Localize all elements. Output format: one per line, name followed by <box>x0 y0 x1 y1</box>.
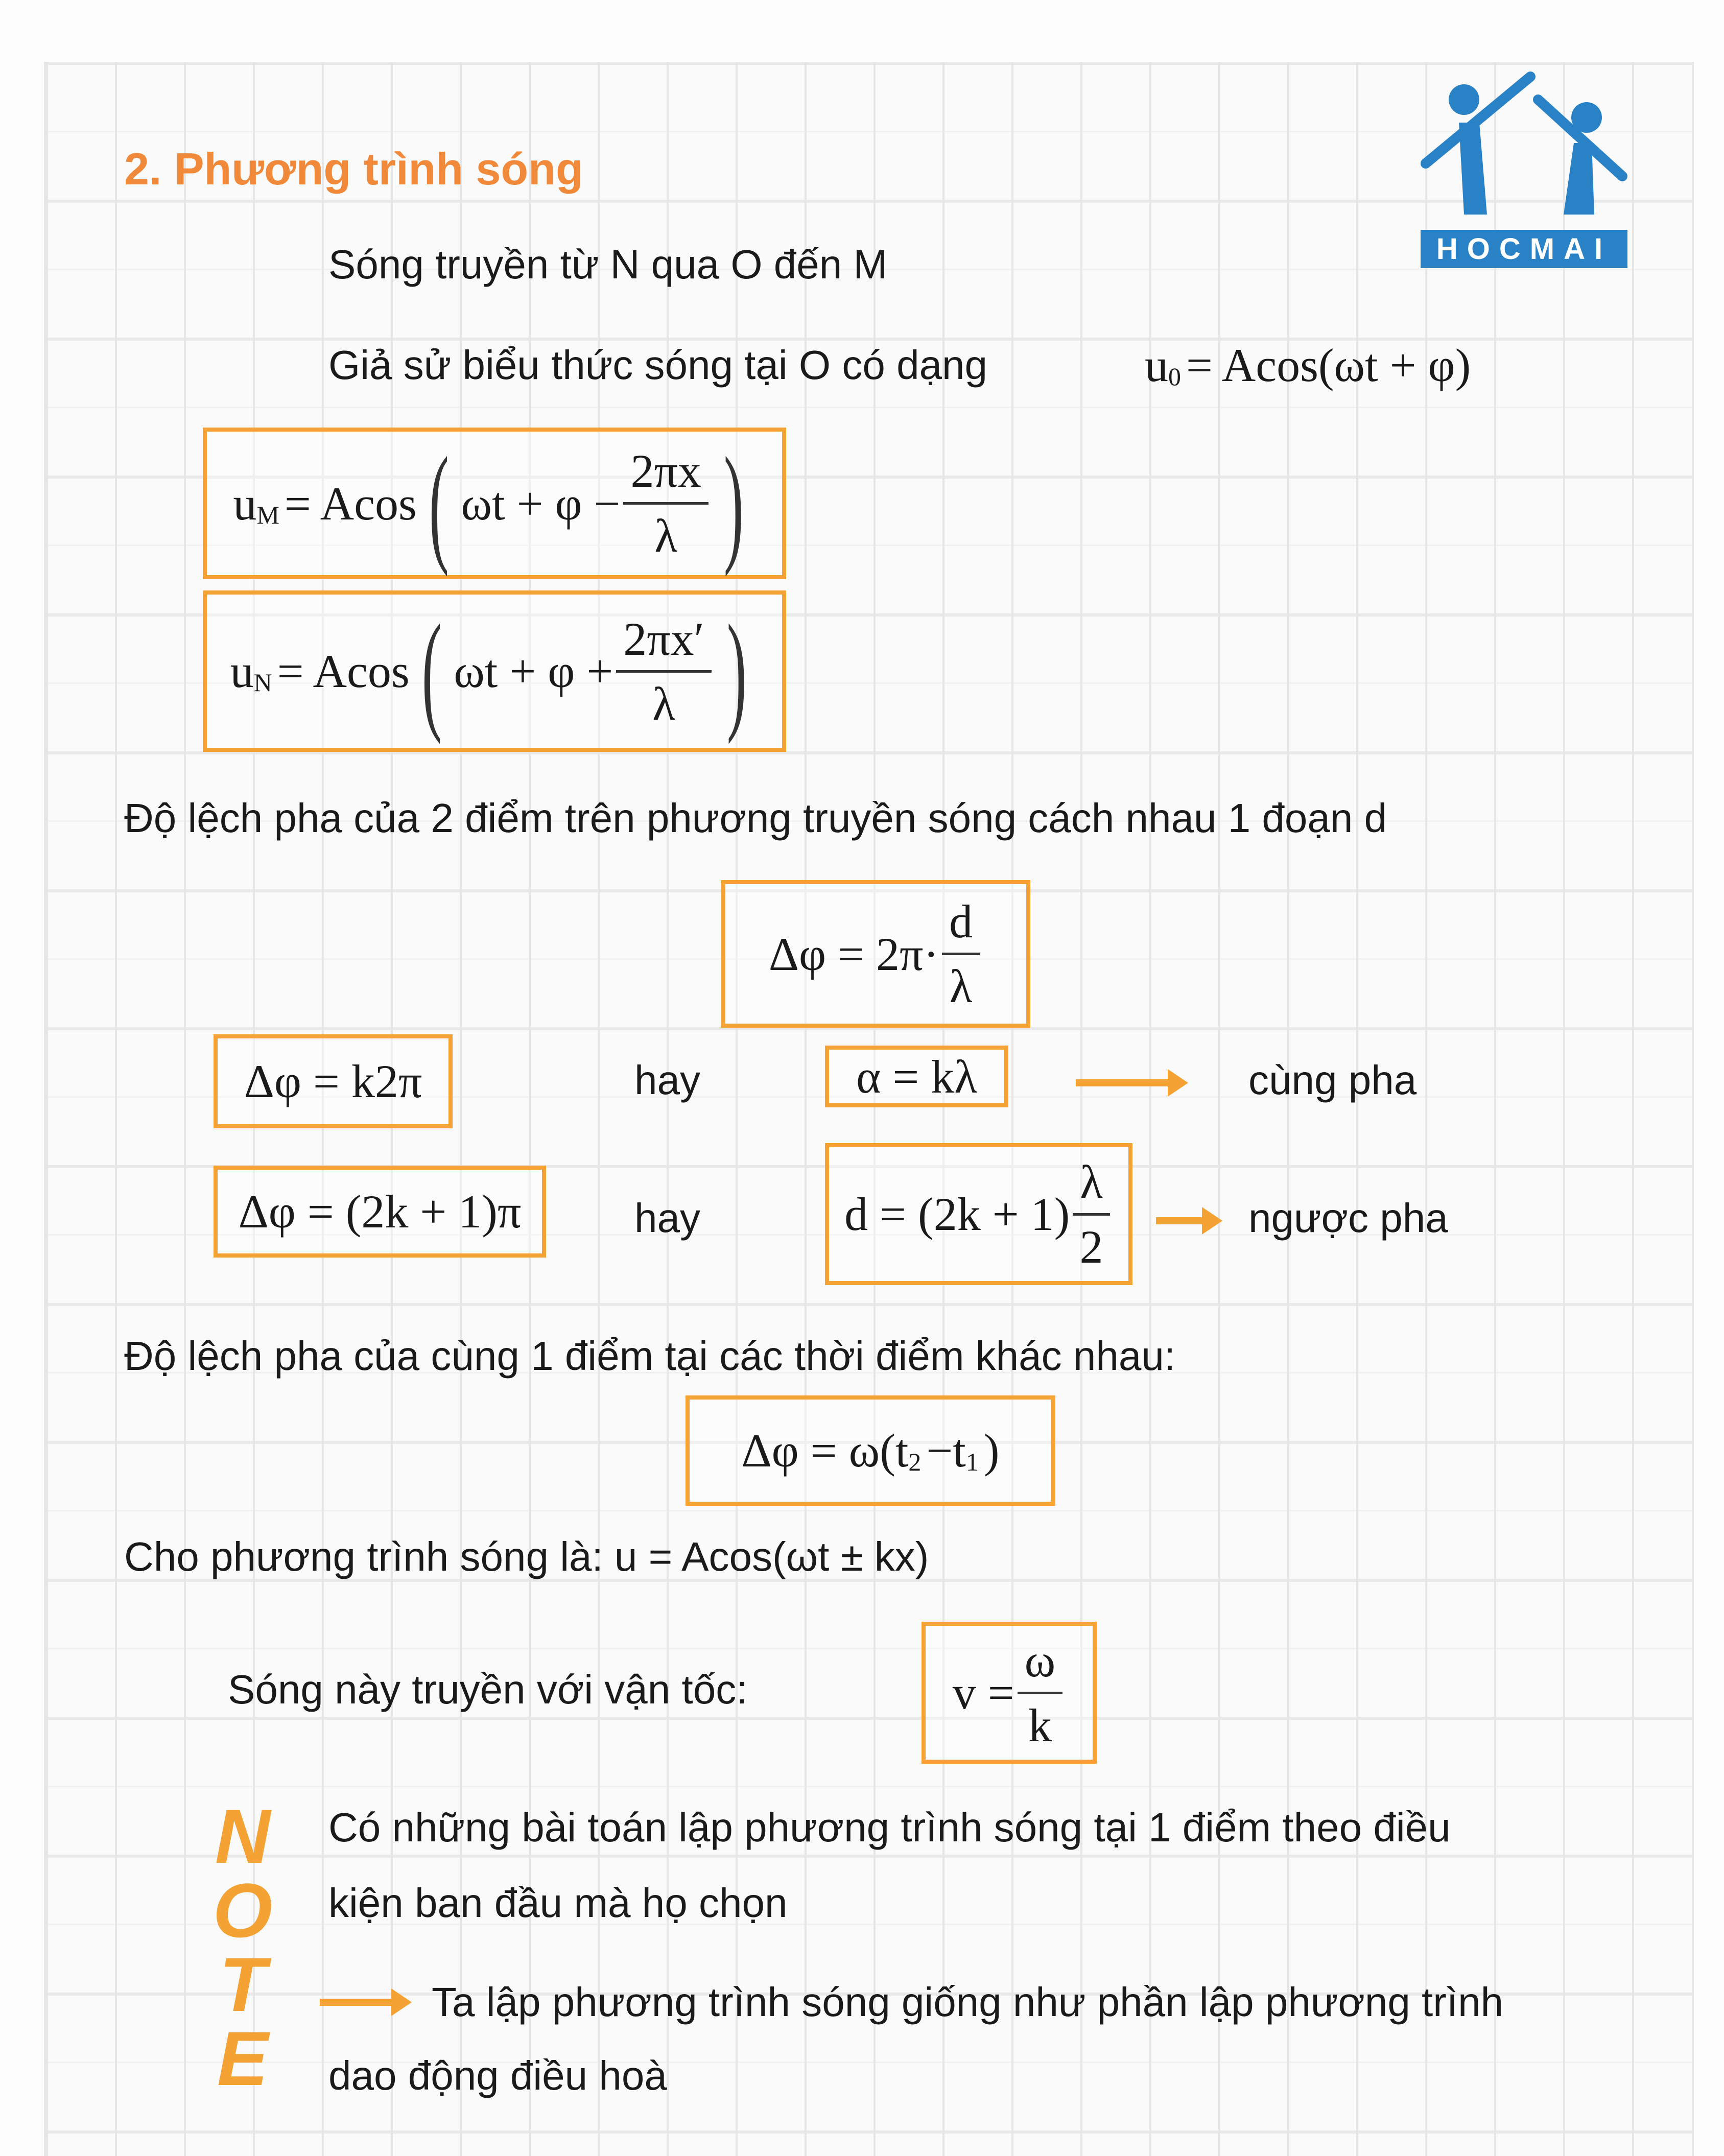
numerator: 2πx <box>623 444 708 505</box>
inner: ωt + φ + <box>454 645 613 697</box>
fraction <box>1018 1633 1063 1752</box>
velocity-label: Sóng này truyền với vận tốc: <box>228 1667 748 1712</box>
wave-equation-text: Cho phương trình sóng là: u = Acos(ωt ± kx) <box>124 1534 929 1579</box>
numerator: ω <box>1018 1633 1063 1694</box>
anti-phase-result: ngược pha <box>1248 1195 1448 1241</box>
var: u <box>233 477 257 530</box>
lhs: v = <box>952 1667 1014 1719</box>
note-line-1: Có những bài toán lập phương trình sóng tại 1 điểm theo điều <box>328 1805 1451 1850</box>
numerator: λ <box>1073 1155 1110 1216</box>
phase-diff-heading: Độ lệch pha của 2 điểm trên phương truyền sóng cách nhau 1 đoạn d <box>124 795 1387 841</box>
paren: ) <box>723 430 744 577</box>
var: u <box>230 645 254 697</box>
note-letter-e: E <box>217 2016 269 2101</box>
logo-wordmark: HOCMAI <box>1421 230 1627 268</box>
subscript: 0 <box>1168 362 1181 391</box>
lhs: Δφ = ω( <box>741 1425 895 1477</box>
note-line-3: Ta lập phương trình sóng giống như phần lập phương trình <box>432 1979 1504 2025</box>
same-point-heading: Độ lệch pha của cùng 1 điểm tại các thời điểm khác nhau: <box>124 1333 1176 1379</box>
formula: Δφ = k2π <box>244 1055 422 1107</box>
denominator: 2 <box>1079 1220 1103 1273</box>
fraction <box>616 612 712 731</box>
denominator: λ <box>949 960 973 1012</box>
note-letter-n: N <box>215 1793 271 1879</box>
anti-phase-alt-box <box>825 1143 1132 1285</box>
var: u <box>1145 339 1168 391</box>
uM-formula-box <box>203 428 786 579</box>
u0-formula <box>1145 337 1471 393</box>
eq: = Acos <box>284 477 417 530</box>
logo-figures-icon <box>1421 72 1627 225</box>
numerator: d <box>942 894 980 955</box>
eq: = Acos <box>277 645 410 697</box>
anti-phase-formula-box <box>214 1166 546 1258</box>
section-title: 2. Phương trình sóng <box>124 144 583 194</box>
t1: t <box>953 1425 966 1477</box>
intro-line-2: Giả sử biểu thức sóng tại O có dạng <box>328 342 988 388</box>
note-line-4: dao động điều hoà <box>328 2053 667 2098</box>
subscript: M <box>256 500 279 529</box>
subscript: 1 <box>965 1448 979 1476</box>
in-phase-alt-box <box>825 1046 1008 1107</box>
fraction <box>942 894 980 1013</box>
paren: ) <box>726 598 747 745</box>
arrow-right-icon <box>320 1999 396 2006</box>
lhs: d = (2k + 1) <box>844 1188 1070 1240</box>
subscript: 2 <box>908 1448 922 1476</box>
minus: − <box>926 1425 953 1477</box>
in-phase-formula-box <box>214 1034 453 1128</box>
note-letter-o: O <box>212 1867 273 1953</box>
in-phase-result: cùng pha <box>1248 1057 1417 1103</box>
fraction <box>623 444 708 563</box>
dphi-formula-box <box>721 880 1030 1028</box>
note-letter-t: T <box>219 1941 266 2027</box>
formula: α = kλ <box>856 1050 977 1103</box>
numerator: 2πx′ <box>616 612 712 673</box>
rhs: = Acos(ωt + φ) <box>1186 339 1471 391</box>
velocity-formula-box <box>922 1622 1097 1764</box>
arrow-right-icon <box>1156 1217 1207 1224</box>
denominator: λ <box>652 677 675 730</box>
inner: ωt + φ − <box>461 477 621 530</box>
denominator: k <box>1028 1699 1052 1751</box>
formula: Δφ = (2k + 1)π <box>238 1186 522 1238</box>
note-line-2: kiện ban đầu mà họ chọn <box>328 1880 788 1926</box>
hocmai-logo <box>1421 72 1627 271</box>
intro-line-1: Sóng truyền từ N qua O đến M <box>328 242 888 287</box>
t2: t <box>895 1425 909 1477</box>
time-formula-box <box>686 1395 1055 1506</box>
paren: ( <box>421 598 442 745</box>
denominator: λ <box>654 510 677 562</box>
fraction <box>1073 1155 1110 1274</box>
or-label: hay <box>634 1057 700 1103</box>
paren: ( <box>429 430 449 577</box>
or-label: hay <box>634 1195 700 1241</box>
uN-formula-box <box>203 590 786 752</box>
arrow-right-icon <box>1076 1079 1173 1086</box>
subscript: N <box>253 668 272 697</box>
rparen: ) <box>983 1425 1000 1477</box>
lhs: Δφ = 2π· <box>768 928 939 980</box>
